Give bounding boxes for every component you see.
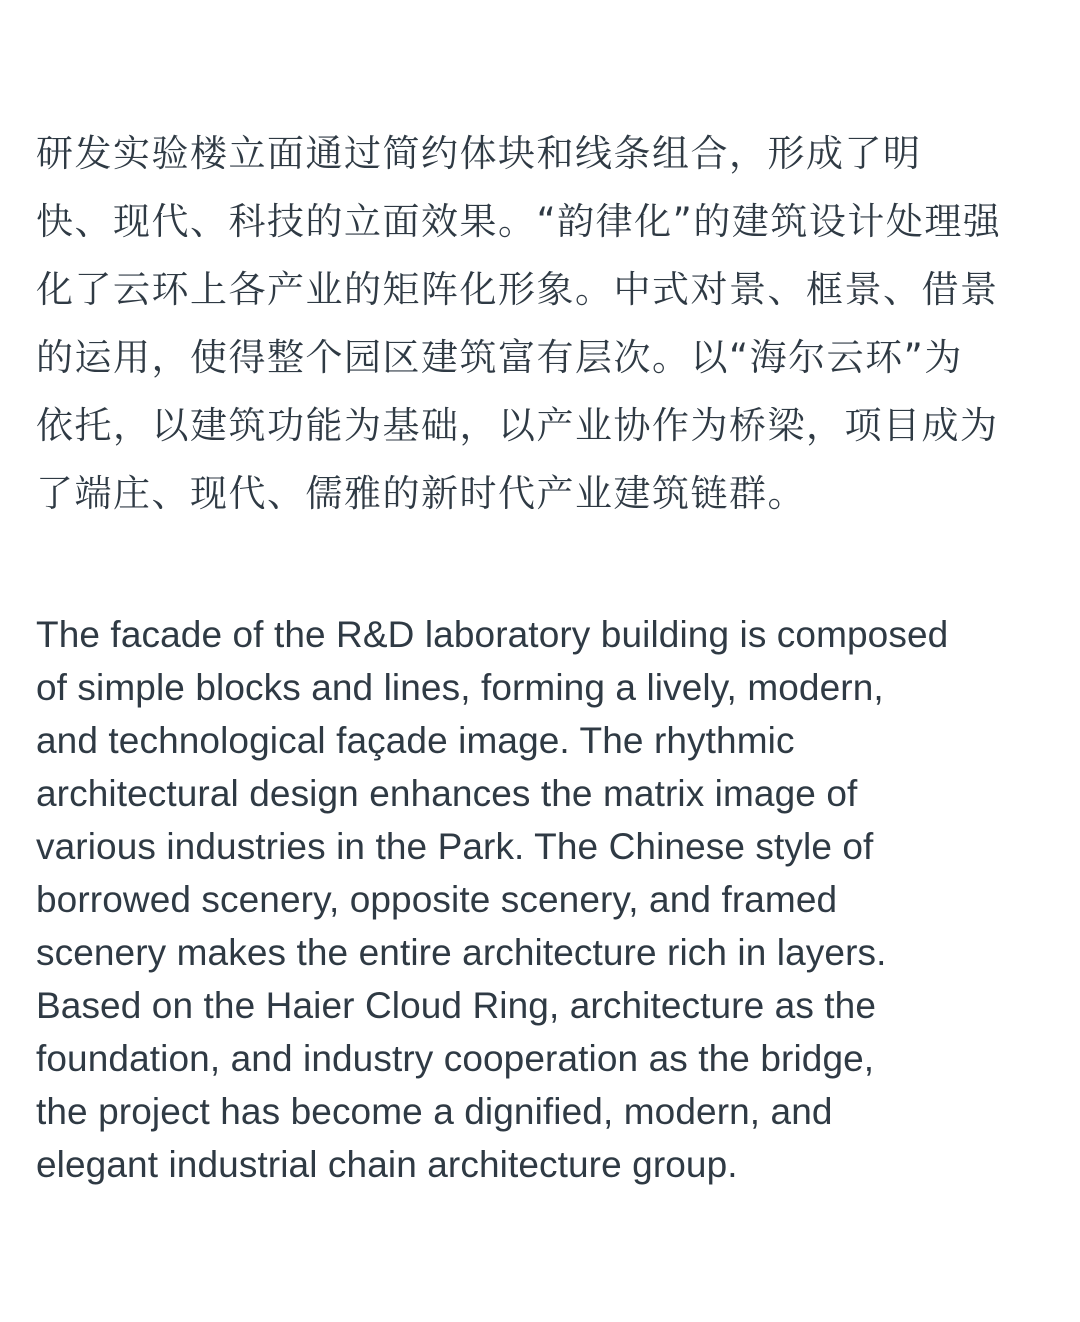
chinese-text-line: 依托，以建筑功能为基础，以产业协作为桥梁，项目成为	[36, 404, 999, 447]
english-text-line: architectural design enhances the matrix image of	[36, 773, 858, 814]
english-text-line: various industries in the Park. The Chinese style of	[36, 826, 874, 867]
chinese-text-line: 了端庄、现代、儒雅的新时代产业建筑链群。	[36, 472, 806, 515]
article-body	[36, 120, 1044, 1191]
english-text-line: of simple blocks and lines, forming a lively, modern,	[36, 667, 884, 708]
chinese-text-line: 化了云环上各产业的矩阵化形象。中式对景、框景、借景	[36, 268, 999, 311]
chinese-text-line: 快、现代、科技的立面效果。“韵律化”的建筑设计处理强	[36, 200, 1002, 243]
english-text-line: the project has become a dignified, modern, and	[36, 1091, 833, 1132]
chinese-text-line: 的运用，使得整个园区建筑富有层次。以“海尔云环”为	[36, 336, 963, 379]
english-text-line: The facade of the R&D laboratory building is composed	[36, 614, 949, 655]
english-text-line: foundation, and industry cooperation as the bridge,	[36, 1038, 875, 1079]
chinese-text-line: 研发实验楼立面通过简约体块和线条组合，形成了明	[36, 132, 922, 175]
english-text-line: borrowed scenery, opposite scenery, and framed	[36, 879, 838, 920]
english-text-line: Based on the Haier Cloud Ring, architecture as the	[36, 985, 877, 1026]
english-text-line: scenery makes the entire architecture rich in layers.	[36, 932, 887, 973]
chinese-paragraph	[36, 120, 1044, 528]
english-text-line: elegant industrial chain architecture group.	[36, 1144, 738, 1185]
english-text-line: and technological façade image. The rhythmic	[36, 720, 795, 761]
english-paragraph	[36, 608, 1044, 1191]
